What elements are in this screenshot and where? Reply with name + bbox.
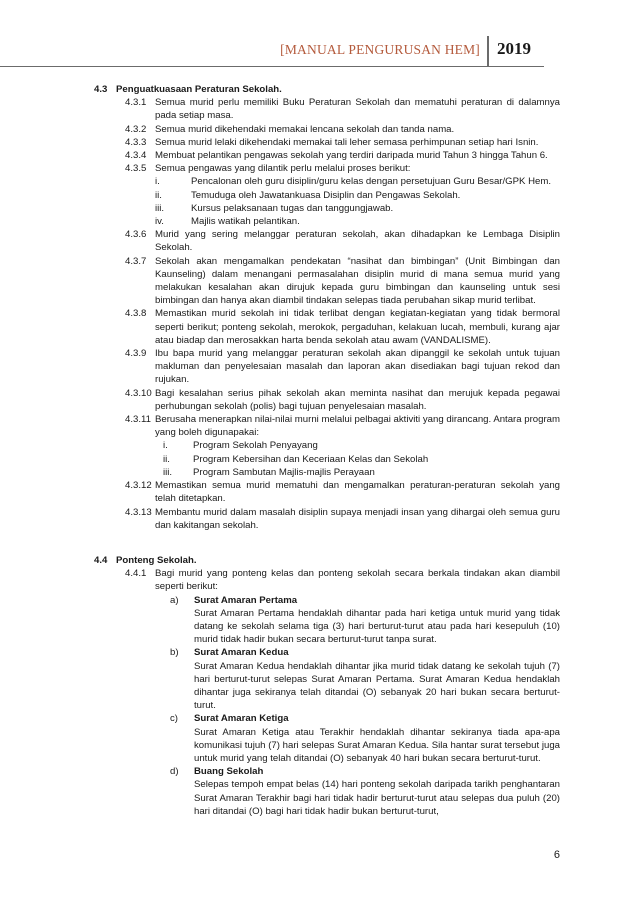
roman-list-item — [163, 439, 560, 452]
item-number: 4.3.9 — [125, 348, 147, 360]
header-rule — [0, 66, 544, 67]
item-text: Semua murid perlu memiliki Buku Peraturan Sekolah dan mematuhi peraturan di dalamnya pada setiap masa. — [155, 97, 560, 122]
roman-number: iii. — [163, 466, 173, 478]
sub-number: b) — [170, 647, 179, 659]
item-number: 4.4.1 — [125, 568, 147, 580]
item-text: Membantu murid dalam masalah disiplin supaya menjadi insan yang dihargai oleh semua guru dan kakitangan sekolah. — [155, 506, 560, 531]
roman-list-item — [155, 189, 560, 202]
sub-text: Selepas tempoh empat belas (14) hari ponteng sekolah daripada tarikh penghantaran Surat Amaran Terakhir bagi hari tidak hadir berturut-turut atau selepas dua puluh (20) hari ditandai (O) bagi hari tidak hadir bukan berturut-turut, — [194, 779, 560, 817]
item-number: 4.3.4 — [125, 150, 147, 162]
list-item — [125, 413, 560, 439]
item-text: Membuat pelantikan pengawas sekolah yang terdiri daripada murid Tahun 3 hingga Tahun 6. — [155, 150, 548, 162]
roman-number: ii. — [155, 189, 162, 201]
sub-list-item — [170, 594, 560, 647]
item-text: Murid yang sering melanggar peraturan sekolah, akan dihadapkan ke Lembaga Disiplin Sekolah. — [155, 229, 560, 254]
item-number: 4.3.13 — [125, 506, 152, 518]
list-item — [125, 347, 560, 387]
sub-heading: Buang Sekolah — [194, 766, 264, 778]
item-text: Bagi murid yang ponteng kelas dan ponteng sekolah secara berkala tindakan akan diambil seperti berikut: — [155, 568, 560, 593]
section-number: 4.4 — [94, 554, 108, 566]
roman-text: Program Sekolah Penyayang — [193, 440, 318, 452]
roman-text: Pencalonan oleh guru disiplin/guru kelas dengan persetujuan Guru Besar/GPK Hem. — [191, 176, 551, 188]
list-item — [125, 149, 560, 162]
sub-list-item — [170, 765, 560, 818]
list-item — [125, 162, 560, 175]
roman-list-item — [163, 453, 560, 466]
list-item — [125, 506, 560, 532]
list-item — [125, 567, 560, 593]
item-number: 4.3.3 — [125, 136, 147, 148]
page-header — [0, 36, 638, 66]
item-number: 4.3.5 — [125, 163, 147, 175]
item-text: Semua murid lelaki dikehendaki memakai tali leher semasa perhimpunan setiap hari Isnin. — [155, 136, 539, 148]
item-text: Memastikan semua murid mematuhi dan mengamalkan peraturan-peraturan sekolah yang telah ditetapkan. — [155, 480, 560, 505]
item-number: 4.3.6 — [125, 229, 147, 241]
roman-number: iv. — [155, 216, 164, 228]
roman-list-item — [155, 175, 560, 188]
item-number: 4.3.10 — [125, 387, 152, 399]
sub-text: Surat Amaran Ketiga atau Terakhir hendaklah dihantar sekiranya tiada apa-apa komunikasi tujuh (7) hari selepas Surat Amaran Kedua. Sila hantar surat tersebut juga untuk murid yang telah ditandai (O) sebanyak 40 hari bukan secara berturut-turut. — [194, 726, 560, 764]
roman-number: ii. — [163, 453, 170, 465]
sub-heading: Surat Amaran Kedua — [194, 647, 289, 659]
item-text: Bagi kesalahan serius pihak sekolah akan meminta nasihat dan merujuk kepada pegawai perhubungan sekolah (polis) bagi tujuan penyelesaian masalah. — [155, 387, 560, 412]
item-text: Semua murid dikehendaki memakai lencana sekolah dan tanda nama. — [155, 123, 455, 135]
item-number: 4.3.1 — [125, 97, 147, 109]
item-number: 4.3.11 — [125, 414, 151, 426]
list-item — [125, 228, 560, 254]
section-title: Penguatkuasaan Peraturan Sekolah. — [116, 84, 282, 95]
sub-list-item — [170, 712, 560, 765]
roman-number: iii. — [155, 202, 165, 214]
item-text: Sekolah akan mengamalkan pendekatan “nasihat dan bimbingan” (Unit Bimbingan dan Kaunseling) dalam menangani permasalahan disiplin murid di mana semua murid yang melakukan kesalahan akan dirujuk kepada guru bimbingan dan kaunseling untuk sesi bimbingan dan hanya akan diambil tindakan selepas tiada perubahan sikap murid terlibat. — [155, 255, 560, 307]
list-item — [125, 96, 560, 122]
sub-heading: Surat Amaran Ketiga — [194, 713, 289, 725]
list-item — [125, 123, 560, 136]
item-text: Ibu bapa murid yang melanggar peraturan sekolah akan dipanggil ke sekolah untuk tujuan makluman dan penyelesaian masalah dan laporan akan disediakan bagi tujuan rekod dan rujukan. — [155, 348, 560, 386]
roman-list-item — [163, 466, 560, 479]
document-body — [0, 72, 638, 818]
item-number: 4.3.2 — [125, 123, 147, 135]
sub-heading: Surat Amaran Pertama — [194, 594, 298, 606]
list-item — [125, 307, 560, 347]
sub-number: a) — [170, 594, 179, 606]
roman-list-item — [155, 202, 560, 215]
list-item — [125, 255, 560, 308]
header-separator — [487, 36, 489, 66]
sub-number: c) — [170, 713, 178, 725]
sub-text: Surat Amaran Kedua hendaklah dihantar jika murid tidak datang ke sekolah tujuh (7) hari berturut-turut selepas Surat Amaran Pertama. Surat Amaran Kedua hendaklah dihantar juga sekiranya telah ditandai (O) sebanyak 20 hari bukan secara berturut-turut. — [194, 660, 560, 712]
sub-list-item — [170, 646, 560, 712]
section-number: 4.3 — [94, 84, 108, 95]
item-number: 4.3.7 — [125, 255, 147, 267]
header-title: [MANUAL PENGURUSAN HEM] — [280, 42, 480, 57]
item-number: 4.3.12 — [125, 480, 152, 492]
item-text: Memastikan murid sekolah ini tidak terlibat dengan kegiatan-kegiatan yang tidak bermoral seperti berikut; ponteng sekolah, merokok, pergaduhan, kelakuan lucah, membuli, kurang ajar atau biadap dan merosakkan harta benda sekolah atau awam (VANDALISME). — [155, 308, 560, 346]
page-number: 6 — [553, 849, 560, 861]
item-text: Berusaha menerapkan nilai-nilai murni melalui pelbagai aktiviti yang dirancang. Antara program yang boleh digunapakai: — [155, 414, 560, 439]
roman-number: i. — [155, 176, 160, 188]
list-item — [125, 387, 560, 413]
roman-number: i. — [163, 440, 168, 452]
section-heading — [94, 554, 638, 567]
header-year: 2019 — [497, 39, 531, 58]
roman-text: Temuduga oleh Jawatankuasa Disiplin dan Pengawas Sekolah. — [191, 189, 461, 201]
roman-text: Kursus pelaksanaan tugas dan tanggungjawab. — [191, 202, 394, 214]
sub-number: d) — [170, 766, 179, 778]
list-item — [125, 479, 560, 505]
roman-text: Majlis watikah pelantikan. — [191, 216, 300, 228]
roman-text: Program Kebersihan dan Keceriaan Kelas dan Sekolah — [193, 453, 429, 465]
roman-text: Program Sambutan Majlis-majlis Perayaan — [193, 466, 375, 478]
roman-list-item — [155, 215, 560, 228]
item-text: Semua pengawas yang dilantik perlu melalui proses berikut: — [155, 163, 411, 175]
list-item — [125, 136, 560, 149]
item-number: 4.3.8 — [125, 308, 147, 320]
section-title: Ponteng Sekolah. — [116, 554, 197, 566]
section-heading — [94, 83, 638, 96]
sub-text: Surat Amaran Pertama hendaklah dihantar pada hari ketiga untuk murid yang tidak datang ke sekolah selama tiga (3) hari berturut-turut atau pada hari kesepuluh (10) murid tidak hadir bukan secara berturut-turut tanpa surat. — [194, 607, 560, 646]
